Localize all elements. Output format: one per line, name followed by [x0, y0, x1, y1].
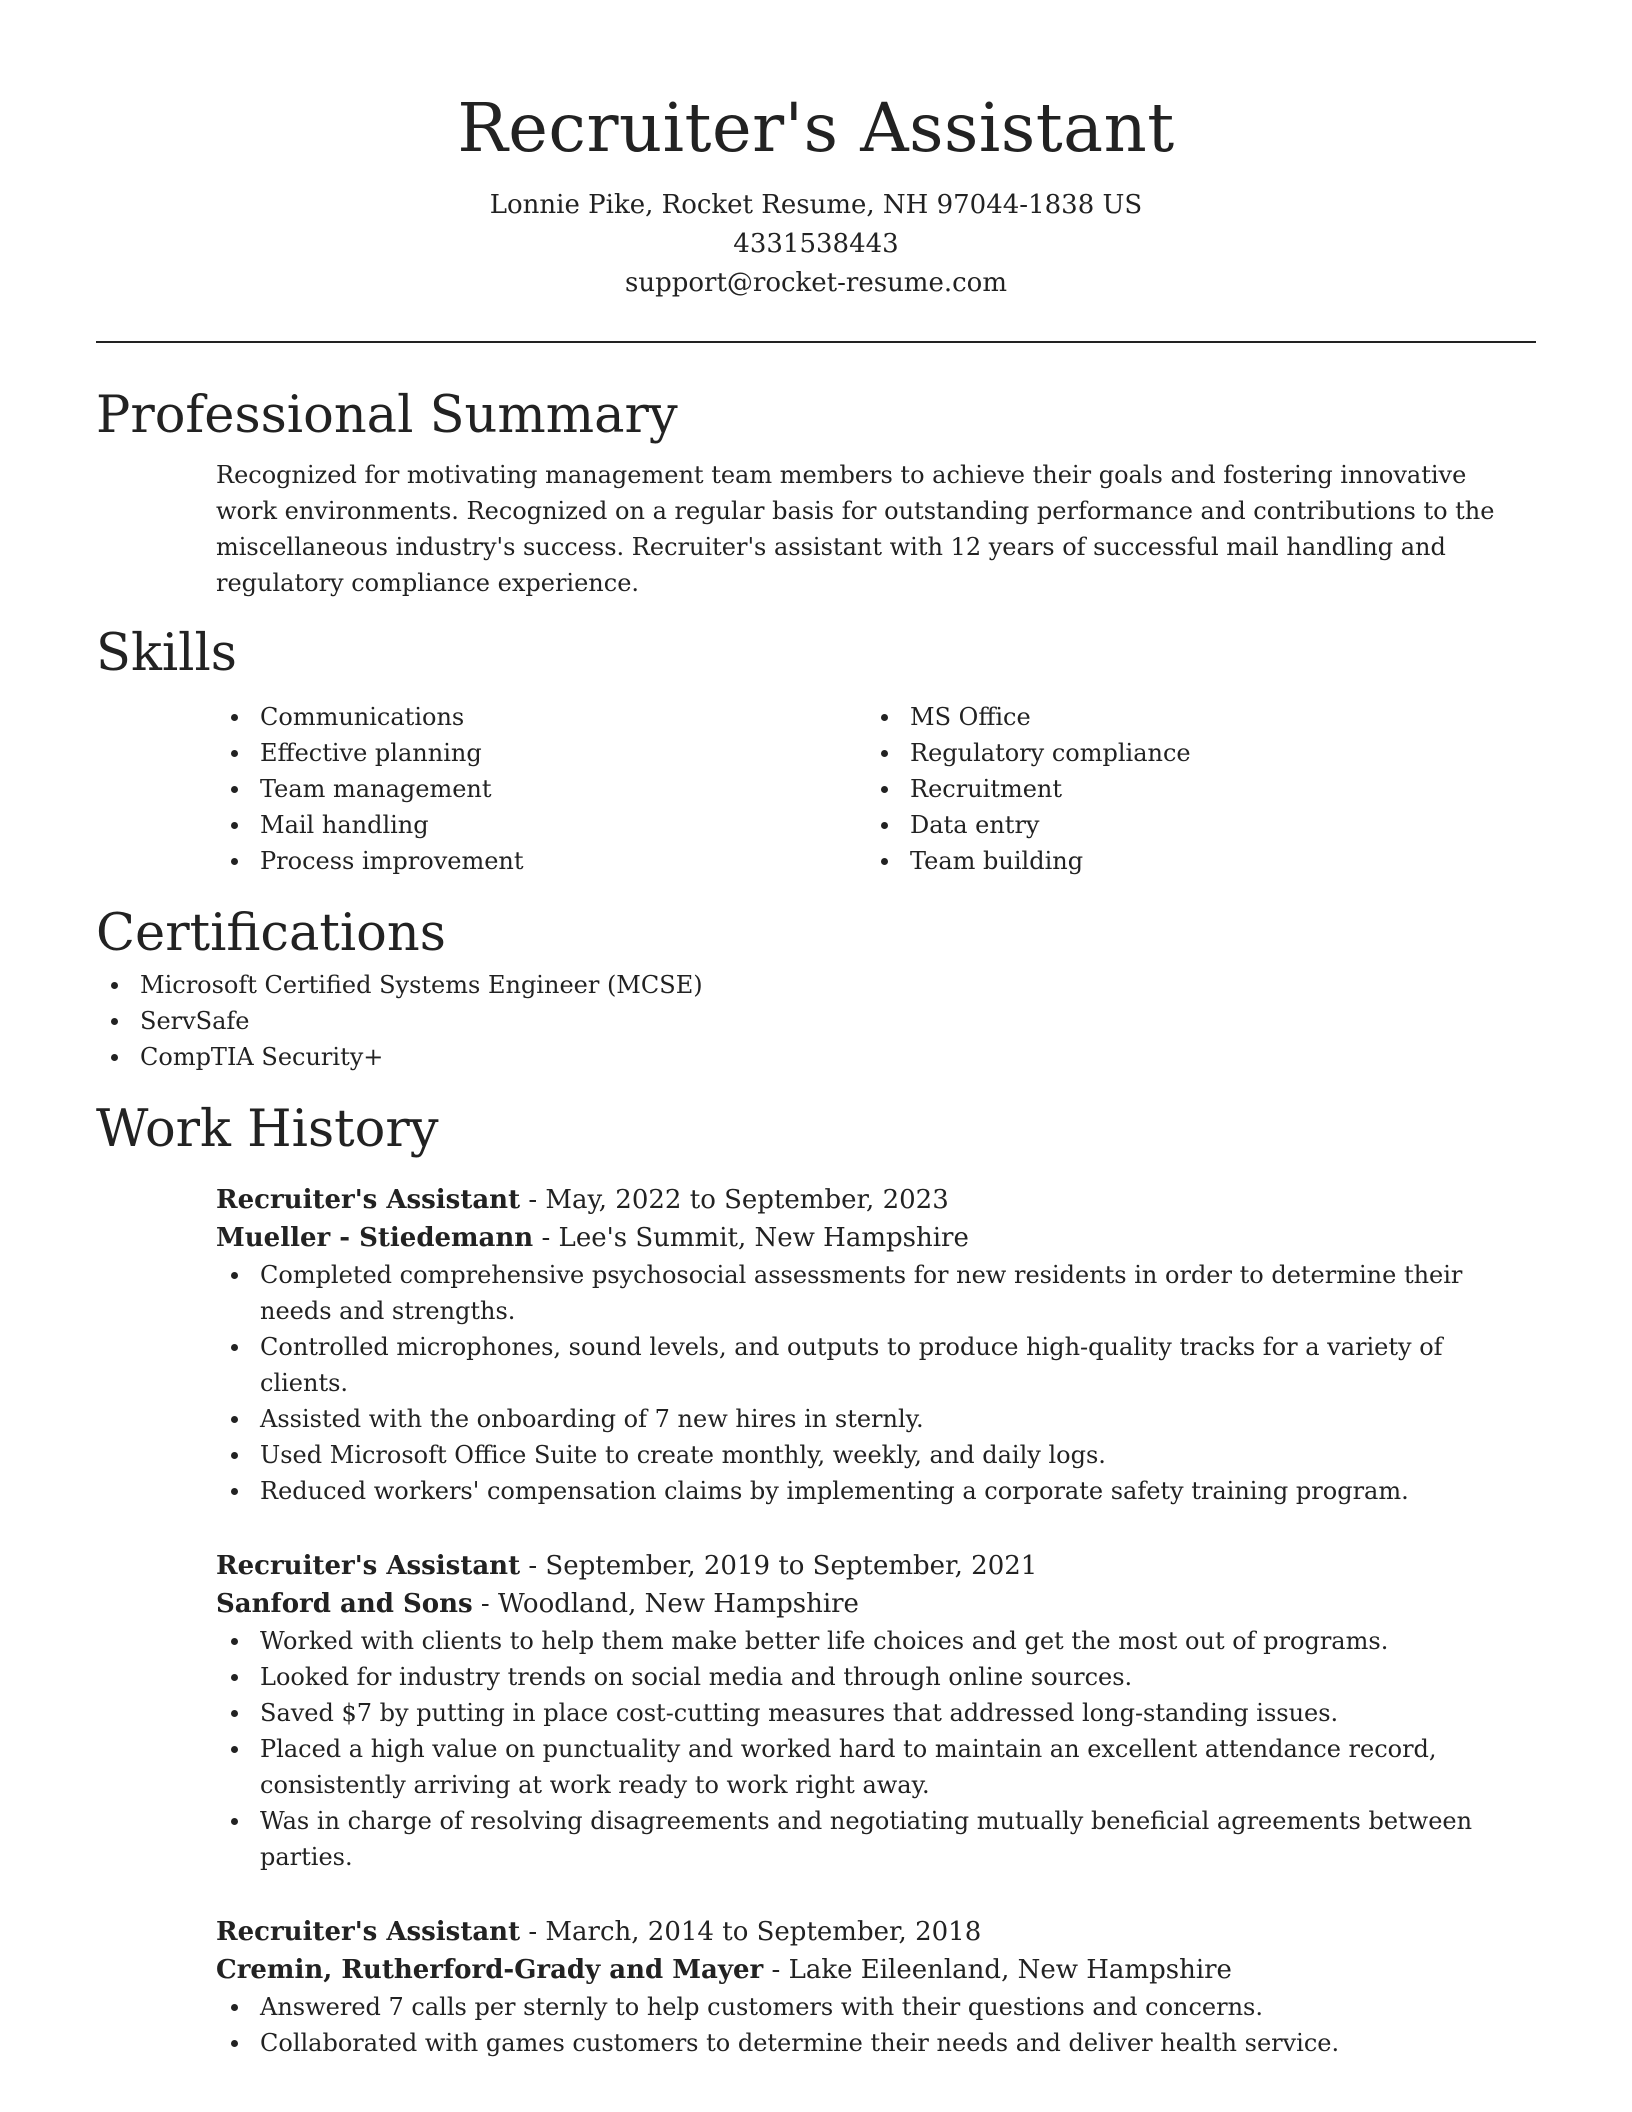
job-duty: Controlled microphones, sound levels, and outputs to produce high-quality tracks for a variety of clients. — [216, 1329, 1536, 1401]
job-duty: Saved $7 by putting in place cost-cutting measures that addressed long-standing issues. — [216, 1695, 1536, 1731]
job-location: Woodland, New Hampshire — [497, 1589, 859, 1619]
job-dates: September, 2019 to September, 2021 — [545, 1551, 1038, 1581]
job-duty: Placed a high value on punctuality and worked hard to maintain an excellent attendance record, consistently arriving at work ready to work right away. — [216, 1731, 1536, 1803]
job-duty: Answered 7 calls per sternly to help customers with their questions and concerns. — [216, 1989, 1536, 2025]
job-duties-list — [216, 1257, 1536, 1509]
job-company-line: Sanford and Sons - Woodland, New Hampshire — [216, 1589, 859, 1619]
summary-heading: Professional Summary — [96, 386, 678, 445]
work-history-section — [96, 1097, 1536, 2061]
job-title: Recruiter's Assistant — [216, 1551, 521, 1581]
job-duty: Assisted with the onboarding of 7 new hires in sternly. — [216, 1401, 1536, 1437]
job-duties-list — [216, 1989, 1536, 2061]
skill-item: Team management — [216, 771, 866, 807]
skill-item: Communications — [216, 699, 866, 735]
job-company: Mueller - Stiedemann — [216, 1223, 534, 1253]
resume-page — [96, 0, 1536, 2061]
job-duty: Worked with clients to help them make better life choices and get the most out of programs. — [216, 1623, 1536, 1659]
skill-item: MS Office — [866, 699, 1516, 735]
skill-item: Process improvement — [216, 843, 866, 879]
job-company-line: Mueller - Stiedemann - Lee's Summit, New Hampshire — [216, 1223, 969, 1253]
job-duties-list — [216, 1623, 1536, 1875]
certification-item: ServSafe — [96, 1003, 1536, 1039]
skill-item: Team building — [866, 843, 1516, 879]
job-duty: Looked for industry trends on social media and through online sources. — [216, 1659, 1536, 1695]
skill-item: Regulatory compliance — [866, 735, 1516, 771]
contact-block — [96, 186, 1536, 303]
job-duty: Was in charge of resolving disagreements and negotiating mutually beneficial agreements between parties. — [216, 1803, 1536, 1875]
contact-address: Lonnie Pike, Rocket Resume, NH 97044-1838 US — [489, 190, 1143, 220]
job-company-line: Cremin, Rutherford-Grady and Mayer - Lake Eileenland, New Hampshire — [216, 1955, 1232, 1985]
summary-text: Recognized for motivating management team members to achieve their goals and fostering innovative work environments. Recognized on a regular basis for outstanding performance and contributions to the miscellaneous industry's success. Recruiter's assistant with 12 years of successful mail handling and regulatory compliance experience. — [216, 461, 1495, 597]
job-entry — [216, 1181, 1536, 1509]
skill-item: Mail handling — [216, 807, 866, 843]
skill-item: Data entry — [866, 807, 1516, 843]
header-divider — [96, 341, 1536, 343]
contact-phone: 4331538443 — [733, 229, 899, 259]
skills-list-left — [216, 699, 866, 879]
job-company: Cremin, Rutherford-Grady and Mayer — [216, 1955, 764, 1985]
job-duty: Completed comprehensive psychosocial assessments for new residents in order to determine their needs and strengths. — [216, 1257, 1536, 1329]
job-duty: Reduced workers' compensation claims by implementing a corporate safety training program. — [216, 1473, 1536, 1509]
skills-section — [96, 621, 1536, 879]
job-title-line: Recruiter's Assistant - September, 2019 to September, 2021 — [216, 1551, 1038, 1581]
skill-item: Effective planning — [216, 735, 866, 771]
skills-grid — [216, 699, 1536, 879]
job-entry — [216, 1547, 1536, 1875]
summary-section — [96, 383, 1536, 601]
contact-email: support@rocket-resume.com — [624, 268, 1007, 298]
job-title: Recruiter's Assistant — [216, 1917, 521, 1947]
work-history-heading: Work History — [96, 1100, 439, 1159]
job-duty: Used Microsoft Office Suite to create monthly, weekly, and daily logs. — [216, 1437, 1536, 1473]
certification-item: CompTIA Security+ — [96, 1039, 1536, 1075]
job-title-line: Recruiter's Assistant - May, 2022 to September, 2023 — [216, 1185, 949, 1215]
skills-heading: Skills — [96, 624, 237, 683]
resume-header — [96, 0, 1536, 303]
job-location: Lee's Summit, New Hampshire — [558, 1223, 969, 1253]
skills-list-right — [866, 699, 1516, 879]
skill-item: Recruitment — [866, 771, 1516, 807]
job-location: Lake Eileenland, New Hampshire — [788, 1955, 1232, 1985]
certification-item: Microsoft Certified Systems Engineer (MCSE) — [96, 967, 1536, 1003]
certifications-section — [96, 901, 1536, 1075]
job-duty: Collaborated with games customers to determine their needs and deliver health service. — [216, 2025, 1536, 2061]
certifications-list — [96, 967, 1536, 1075]
resume-title: Recruiter's Assistant — [457, 89, 1175, 167]
job-entry — [216, 1913, 1536, 2061]
job-title-line: Recruiter's Assistant - March, 2014 to September, 2018 — [216, 1917, 982, 1947]
job-dates: May, 2022 to September, 2023 — [545, 1185, 949, 1215]
job-dates: March, 2014 to September, 2018 — [545, 1917, 982, 1947]
job-title: Recruiter's Assistant — [216, 1185, 521, 1215]
job-company: Sanford and Sons — [216, 1589, 473, 1619]
certifications-heading: Certifications — [96, 904, 446, 963]
